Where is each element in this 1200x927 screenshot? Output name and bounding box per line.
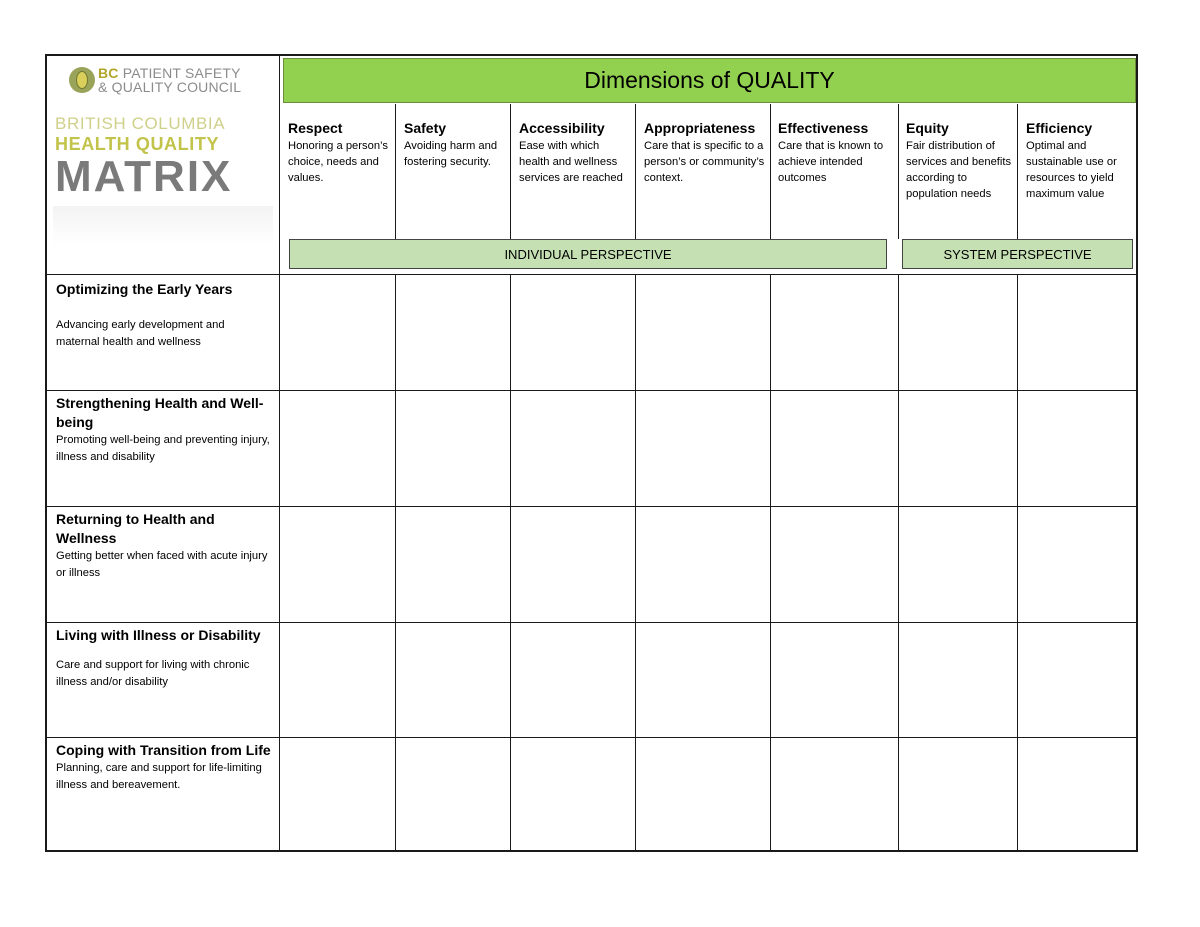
dimension-safety: Safety Avoiding harm and fostering security. bbox=[404, 120, 498, 168]
quality-matrix-table bbox=[45, 54, 1138, 852]
logo-province: BRITISH COLUMBIA bbox=[55, 114, 226, 133]
grid-line bbox=[1017, 104, 1018, 239]
logo-health-quality: HEALTH QUALITY bbox=[55, 134, 220, 154]
grid-line bbox=[47, 622, 1138, 623]
row-returning-to-health: Returning to Health and Wellness Getting better when faced with acute injury or illness bbox=[56, 511, 268, 579]
row-living-with-illness: Living with Illness or Disability Care and support for living with chronic illness and/or disability bbox=[56, 627, 261, 688]
dimension-accessibility: Accessibility Ease with which health and wellness services are reached bbox=[519, 120, 623, 184]
dimension-efficiency: Efficiency Optimal and sustainable use or resources to yield maximum value bbox=[1026, 120, 1117, 200]
dimension-equity: Equity Fair distribution of services and benefits according to population needs bbox=[906, 120, 1012, 200]
grid-line bbox=[279, 56, 280, 852]
grid-line bbox=[47, 390, 1138, 391]
council-name: BC PATIENT SAFETY & QUALITY COUNCIL bbox=[98, 65, 242, 95]
dimension-appropriateness: Appropriateness Care that is specific to a person’s or community’s context. bbox=[644, 120, 765, 184]
dimension-effectiveness: Effectiveness Care that is known to achieve intended outcomes bbox=[778, 120, 884, 184]
grid-line bbox=[510, 104, 511, 239]
grid-line bbox=[510, 274, 511, 852]
row-early-years: Optimizing the Early Years Advancing early development and maternal health and wellness bbox=[56, 281, 233, 348]
dimension-respect: Respect Honoring a person’s choice, needs and values. bbox=[288, 120, 388, 184]
grid-line bbox=[1017, 274, 1018, 852]
council-seal-icon bbox=[69, 67, 95, 93]
grid-line bbox=[635, 104, 636, 239]
dimensions-title: Dimensions of QUALITY bbox=[283, 58, 1136, 103]
grid-line bbox=[395, 104, 396, 239]
grid-line bbox=[898, 104, 899, 239]
grid-line bbox=[47, 274, 1138, 275]
row-health-wellbeing: Strengthening Health and Well-being Promoting well-being and preventing injury, illness and disability bbox=[56, 395, 270, 463]
row-transition-from-life: Coping with Transition from Life Planning, care and support for life-limiting illness and bereavement. bbox=[56, 742, 271, 791]
grid-line bbox=[47, 506, 1138, 507]
grid-line bbox=[770, 104, 771, 239]
logo-background-shape bbox=[53, 206, 273, 246]
grid-line bbox=[770, 274, 771, 852]
individual-perspective-bar: INDIVIDUAL PERSPECTIVE bbox=[289, 239, 887, 269]
logo-matrix-word: MATRIX bbox=[55, 152, 233, 201]
system-perspective-bar: SYSTEM PERSPECTIVE bbox=[902, 239, 1133, 269]
grid-line bbox=[898, 274, 899, 852]
grid-line bbox=[635, 274, 636, 852]
council-logo bbox=[47, 56, 279, 274]
grid-line bbox=[47, 737, 1138, 738]
grid-line bbox=[395, 274, 396, 852]
